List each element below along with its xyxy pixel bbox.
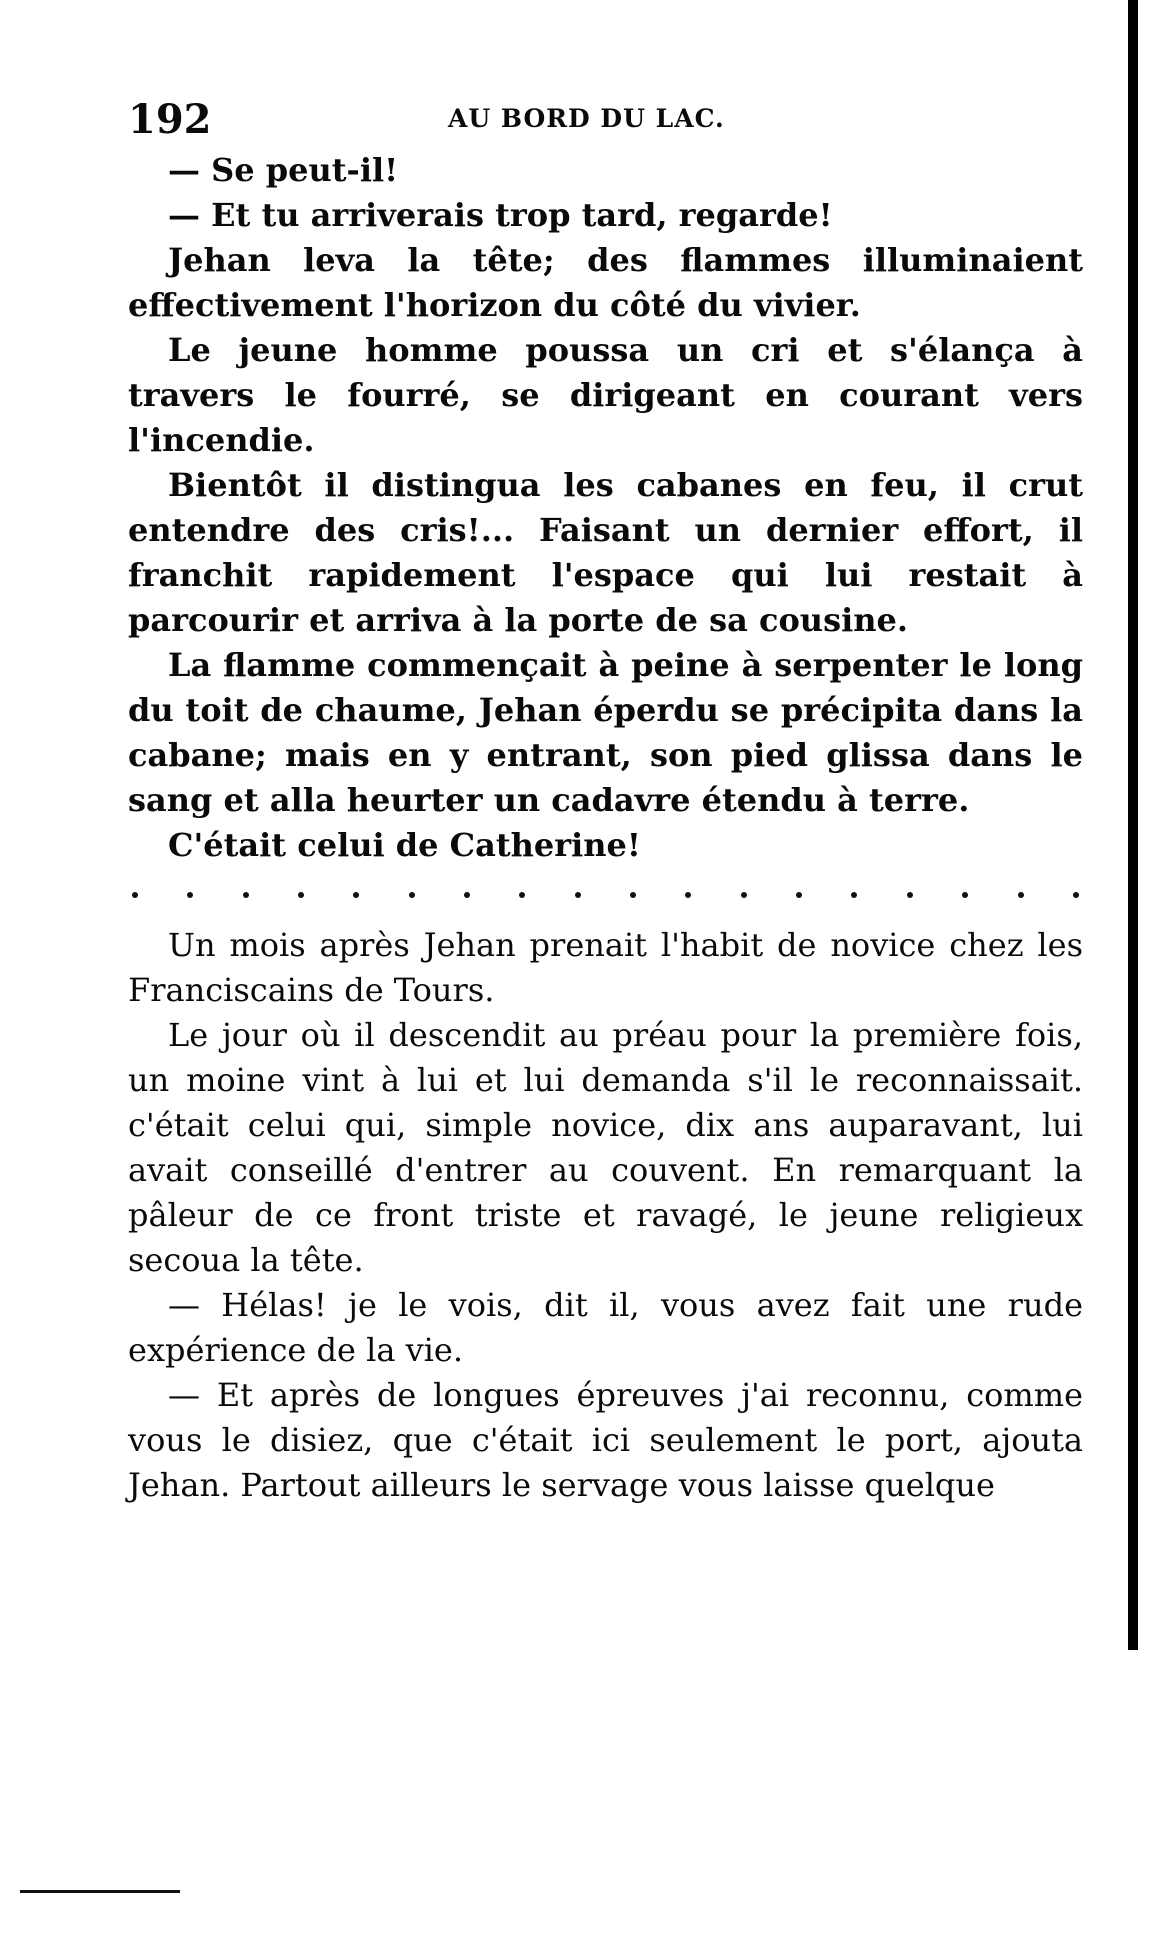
paragraph: Le jeune homme poussa un cri et s'élança à travers le fourré, se dirigeant en courant vers l'incendie.: [128, 331, 1083, 459]
paragraph: Le jour où il descendit au préau pour la première fois, un moine vint à lui et lui demanda s'il le reconnaissait. c'était celui qui, simple novice, dix ans auparavant, lui avait conseillé d'entrer au couvent. En remarquant la pâleur de ce front triste et ravagé, le jeune religieux secoua la tête.: [128, 1016, 1083, 1279]
page-number: 192: [128, 96, 212, 143]
paragraph: Jehan leva la tête; des flammes illuminaient effectivement l'horizon du côté du vivier.: [128, 241, 1083, 324]
running-title: AU BORD DU LAC.: [448, 104, 725, 133]
paragraph: — Se peut-il!: [168, 151, 399, 189]
paragraph: La flamme commençait à peine à serpenter le long du toit de chaume, Jehan éperdu se précipita dans la cabane; mais en y entrant, son pied glissa dans le sang et alla heurter un cadavre étendu à terre.: [128, 646, 1083, 819]
paragraph: — Et tu arriverais trop tard, regarde!: [168, 196, 833, 234]
paragraph: Un mois après Jehan prenait l'habit de novice chez les Franciscains de Tours.: [128, 926, 1083, 1009]
paragraph: C'était celui de Catherine!: [168, 826, 641, 864]
section-break-dots: [128, 872, 1083, 917]
footer-rule: [20, 1890, 180, 1893]
paragraph: — Hélas! je le vois, dit il, vous avez fait une rude expérience de la vie.: [128, 1286, 1083, 1369]
body-text: [128, 148, 1083, 1508]
page-edge-shadow: [1128, 0, 1138, 1650]
paragraph: Bientôt il distingua les cabanes en feu, il crut entendre des cris!... Faisant un dernier effort, il franchit rapidement l'espace qui lui restait à parcourir et arriva à la porte de sa cousine.: [128, 466, 1083, 639]
page-header: [128, 96, 1088, 144]
paragraph: — Et après de longues épreuves j'ai reconnu, comme vous le disiez, que c'était ici seulement le port, ajouta Jehan. Partout ailleurs le servage vous laisse quelque: [128, 1376, 1083, 1504]
